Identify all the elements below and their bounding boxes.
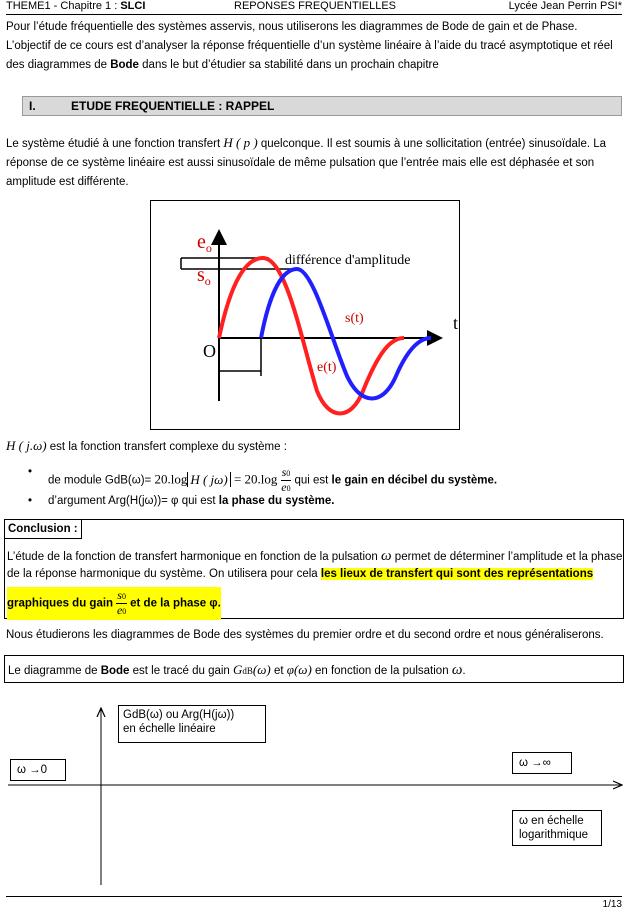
highlight-gain-phase: graphiques du gain $\frac{s0}{e0}$ et de la phase φ. [7, 587, 221, 620]
y-axis-label-box: GdB(ω) ou Arg(H(jω)) en échelle linéaire [118, 705, 266, 743]
page-number: 1/13 [602, 899, 622, 910]
sine-response-figure [150, 200, 460, 430]
time-axis-label: t [452, 313, 458, 333]
complex-tf-line: H ( j.ω) est la fonction transfert complexe du système : [6, 438, 287, 453]
sine-plot [151, 201, 459, 429]
header-center: REPONSES FREQUENTIELLES [234, 0, 396, 12]
highlight-transfer-loci: les lieux de transfert qui sont des représentations [320, 568, 594, 580]
intro-line-1: Pour l’étude fréquentielle des systèmes asservis, nous utiliserons les diagrammes de Bode de gain et de Phase. [6, 21, 578, 33]
page-header [6, 0, 622, 15]
so-label: $s_o$ [197, 264, 211, 288]
complex-tf-math: H ( j.ω) [6, 438, 47, 453]
conclusion-title: Conclusion : [4, 519, 82, 539]
intro-line-2: L’objectif de ce cours est d’analyser la réponse fréquentielle d’un système linéaire à l’aide du tracé asymptotique et réel [6, 40, 613, 52]
header-left: THEME1 - Chapitre 1 : SLCI [6, 0, 146, 12]
high-frequency-label-box: ω →∞ [512, 752, 572, 774]
input-curve-label: e(t) [317, 360, 337, 375]
bode-axes-diagram [0, 700, 628, 890]
bode-study-paragraph: Nous étudierons les diagrammes de Bode des systèmes du premier ordre et du second ordre et nous généraliserons. [6, 629, 604, 641]
gain-fraction: $\frac{s0}{e0}$ [281, 465, 291, 494]
output-curve-label: s(t) [345, 311, 364, 326]
system-paragraph: Le système étudié à une fonction transfert H ( p ) quelconque. Il est soumis à une sollicitation (entrée) sinusoïdale. La réponse de ce système linéaire est aussi sinusoïdale de même pulsation que l’entrée mais elle est déphasée et son amplitude est différente. [6, 135, 607, 188]
amplitude-difference-label: différence d'amplitude [285, 253, 411, 268]
intro-paragraph [6, 18, 622, 75]
page-footer [6, 896, 622, 910]
origin-label: O [203, 341, 216, 361]
intro-line-3: des diagrammes de Bode dans le but d’étudier sa stabilité dans un prochain chapitre [6, 59, 439, 71]
low-frequency-label-box: ω →0 [10, 759, 66, 781]
bode-definition-box: Le diagramme de Bode est le tracé du gain GdB(ω) et φ(ω) en fonction de la pulsation ω. [4, 655, 624, 683]
eo-label: $e_o$ [197, 231, 212, 255]
section-title: ETUDE FREQUENTIELLE : RAPPEL [71, 99, 275, 113]
section-number: I. [29, 99, 36, 113]
transfer-function-math: H ( p ) [223, 135, 258, 150]
header-right: Lycée Jean Perrin PSI* [508, 0, 622, 12]
conclusion-box: Conclusion : L’étude de la fonction de transfert harmonique en fonction de la pulsation ω permet de déterminer l’amplitude et la phase de la réponse harmonique du système. On utilisera pour cela les lieux de transfert qui sont des représentations graphiques du gain $\frac{s0}{e0}$ et de la phase φ. [4, 519, 624, 619]
x-axis-label-box: ω en échelle logarithmique [512, 810, 602, 846]
section-heading [22, 96, 622, 116]
